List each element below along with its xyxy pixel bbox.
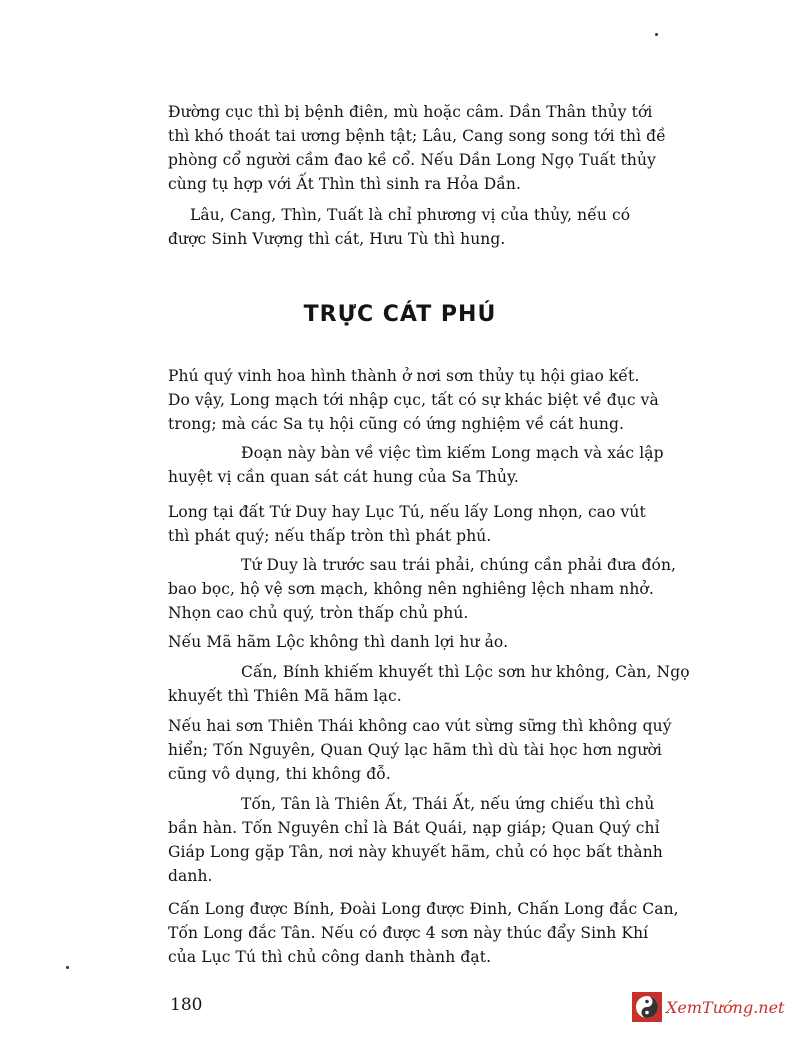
speck-left: [66, 966, 69, 969]
body-paragraph-5: [168, 630, 728, 654]
text-line: Đoạn này bàn về việc tìm kiếm Long mạch và xác lập: [241, 444, 664, 462]
text-line: Đường cục thì bị bệnh điên, mù hoặc câm. Dần Thân thủy tới: [168, 103, 653, 121]
body-paragraph-7: [168, 714, 728, 786]
top-paragraph-1: [168, 100, 728, 196]
text-line: của Lục Tú thì chủ công danh thành đạt.: [168, 948, 492, 966]
text-line: Nếu hai sơn Thiên Thái không cao vút sừng sững thì không quý: [168, 717, 672, 735]
text-line: Tốn Long đắc Tân. Nếu có được 4 sơn này thúc đẩy Sinh Khí: [168, 924, 649, 942]
page-number: 180: [170, 995, 203, 1015]
text-line: Nếu Mã hãm Lộc không thì danh lợi hư ảo.: [168, 633, 509, 651]
watermark-logo: [632, 990, 792, 1024]
text-line: Long tại đất Tứ Duy hay Lục Tú, nếu lấy Long nhọn, cao vút: [168, 503, 646, 521]
section-heading: TRỰC CÁT PHÚ: [303, 302, 497, 327]
text-line: thì phát quý; nếu thấp tròn thì phát phú.: [168, 527, 492, 545]
text-line: Tốn, Tân là Thiên Ất, Thái Ất, nếu ứng chiếu thì chủ: [241, 795, 655, 813]
text-line: Phú quý vinh hoa hình thành ở nơi sơn thủy tụ hội giao kết.: [168, 367, 640, 385]
text-line: Giáp Long gặp Tân, nơi này khuyết hãm, chủ có học bất thành: [168, 843, 663, 861]
body-paragraph-3: [168, 500, 728, 548]
yin-yang-icon: [632, 992, 662, 1022]
text-line: trong; mà các Sa tụ hội cũng có ứng nghiệm về cát hung.: [168, 415, 625, 433]
text-line: Tứ Duy là trước sau trái phải, chúng cần phải đưa đón,: [241, 556, 677, 574]
text-line: thì khó thoát tai ương bệnh tật; Lâu, Cang song song tới thì đề: [168, 127, 666, 145]
text-line: cũng vô dụng, thi không đỗ.: [168, 765, 391, 783]
watermark-text: XemTướng.net: [666, 997, 785, 1017]
text-line: Lâu, Cang, Thìn, Tuất là chỉ phương vị của thủy, nếu có: [190, 206, 631, 224]
speck-top-right: [655, 33, 658, 36]
top-paragraph-2: [168, 203, 728, 251]
body-paragraph-9: [168, 897, 728, 969]
text-line: Nhọn cao chủ quý, tròn thấp chủ phú.: [168, 604, 469, 622]
text-line: Cấn, Bính khiếm khuyết thì Lộc sơn hư không, Càn, Ngọ: [241, 663, 690, 681]
text-line: được Sinh Vượng thì cát, Hưu Tù thì hung.: [168, 230, 506, 248]
body-paragraph-1: [168, 364, 728, 436]
text-line: bần hàn. Tốn Nguyên chỉ là Bát Quái, nạp giáp; Quan Quý chỉ: [168, 819, 660, 837]
text-line: phòng cổ người cầm đao kề cổ. Nếu Dần Long Ngọ Tuất thủy: [168, 151, 656, 169]
text-line: khuyết thì Thiên Mã hãm lạc.: [168, 687, 402, 705]
body-paragraph-8: [168, 792, 728, 888]
text-line: hiển; Tốn Nguyên, Quan Quý lạc hãm thì dù tài học hơn người: [168, 741, 662, 759]
text-line: Do vậy, Long mạch tới nhập cục, tất có sự khác biệt về đục và: [168, 391, 659, 409]
text-line: huyệt vị cần quan sát cát hung của Sa Thủy.: [168, 468, 519, 486]
text-line: Cấn Long được Bính, Đoài Long được Đinh, Chấn Long đắc Can,: [168, 900, 679, 918]
body-paragraph-4: [168, 553, 728, 625]
body-paragraph-6: [168, 660, 728, 708]
body-paragraph-2: [168, 441, 728, 489]
text-line: cùng tụ hợp với Ất Thìn thì sinh ra Hỏa Dần.: [168, 175, 522, 193]
text-line: danh.: [168, 867, 213, 885]
text-line: bao bọc, hộ vệ sơn mạch, không nên nghiêng lệch nham nhở.: [168, 580, 654, 598]
